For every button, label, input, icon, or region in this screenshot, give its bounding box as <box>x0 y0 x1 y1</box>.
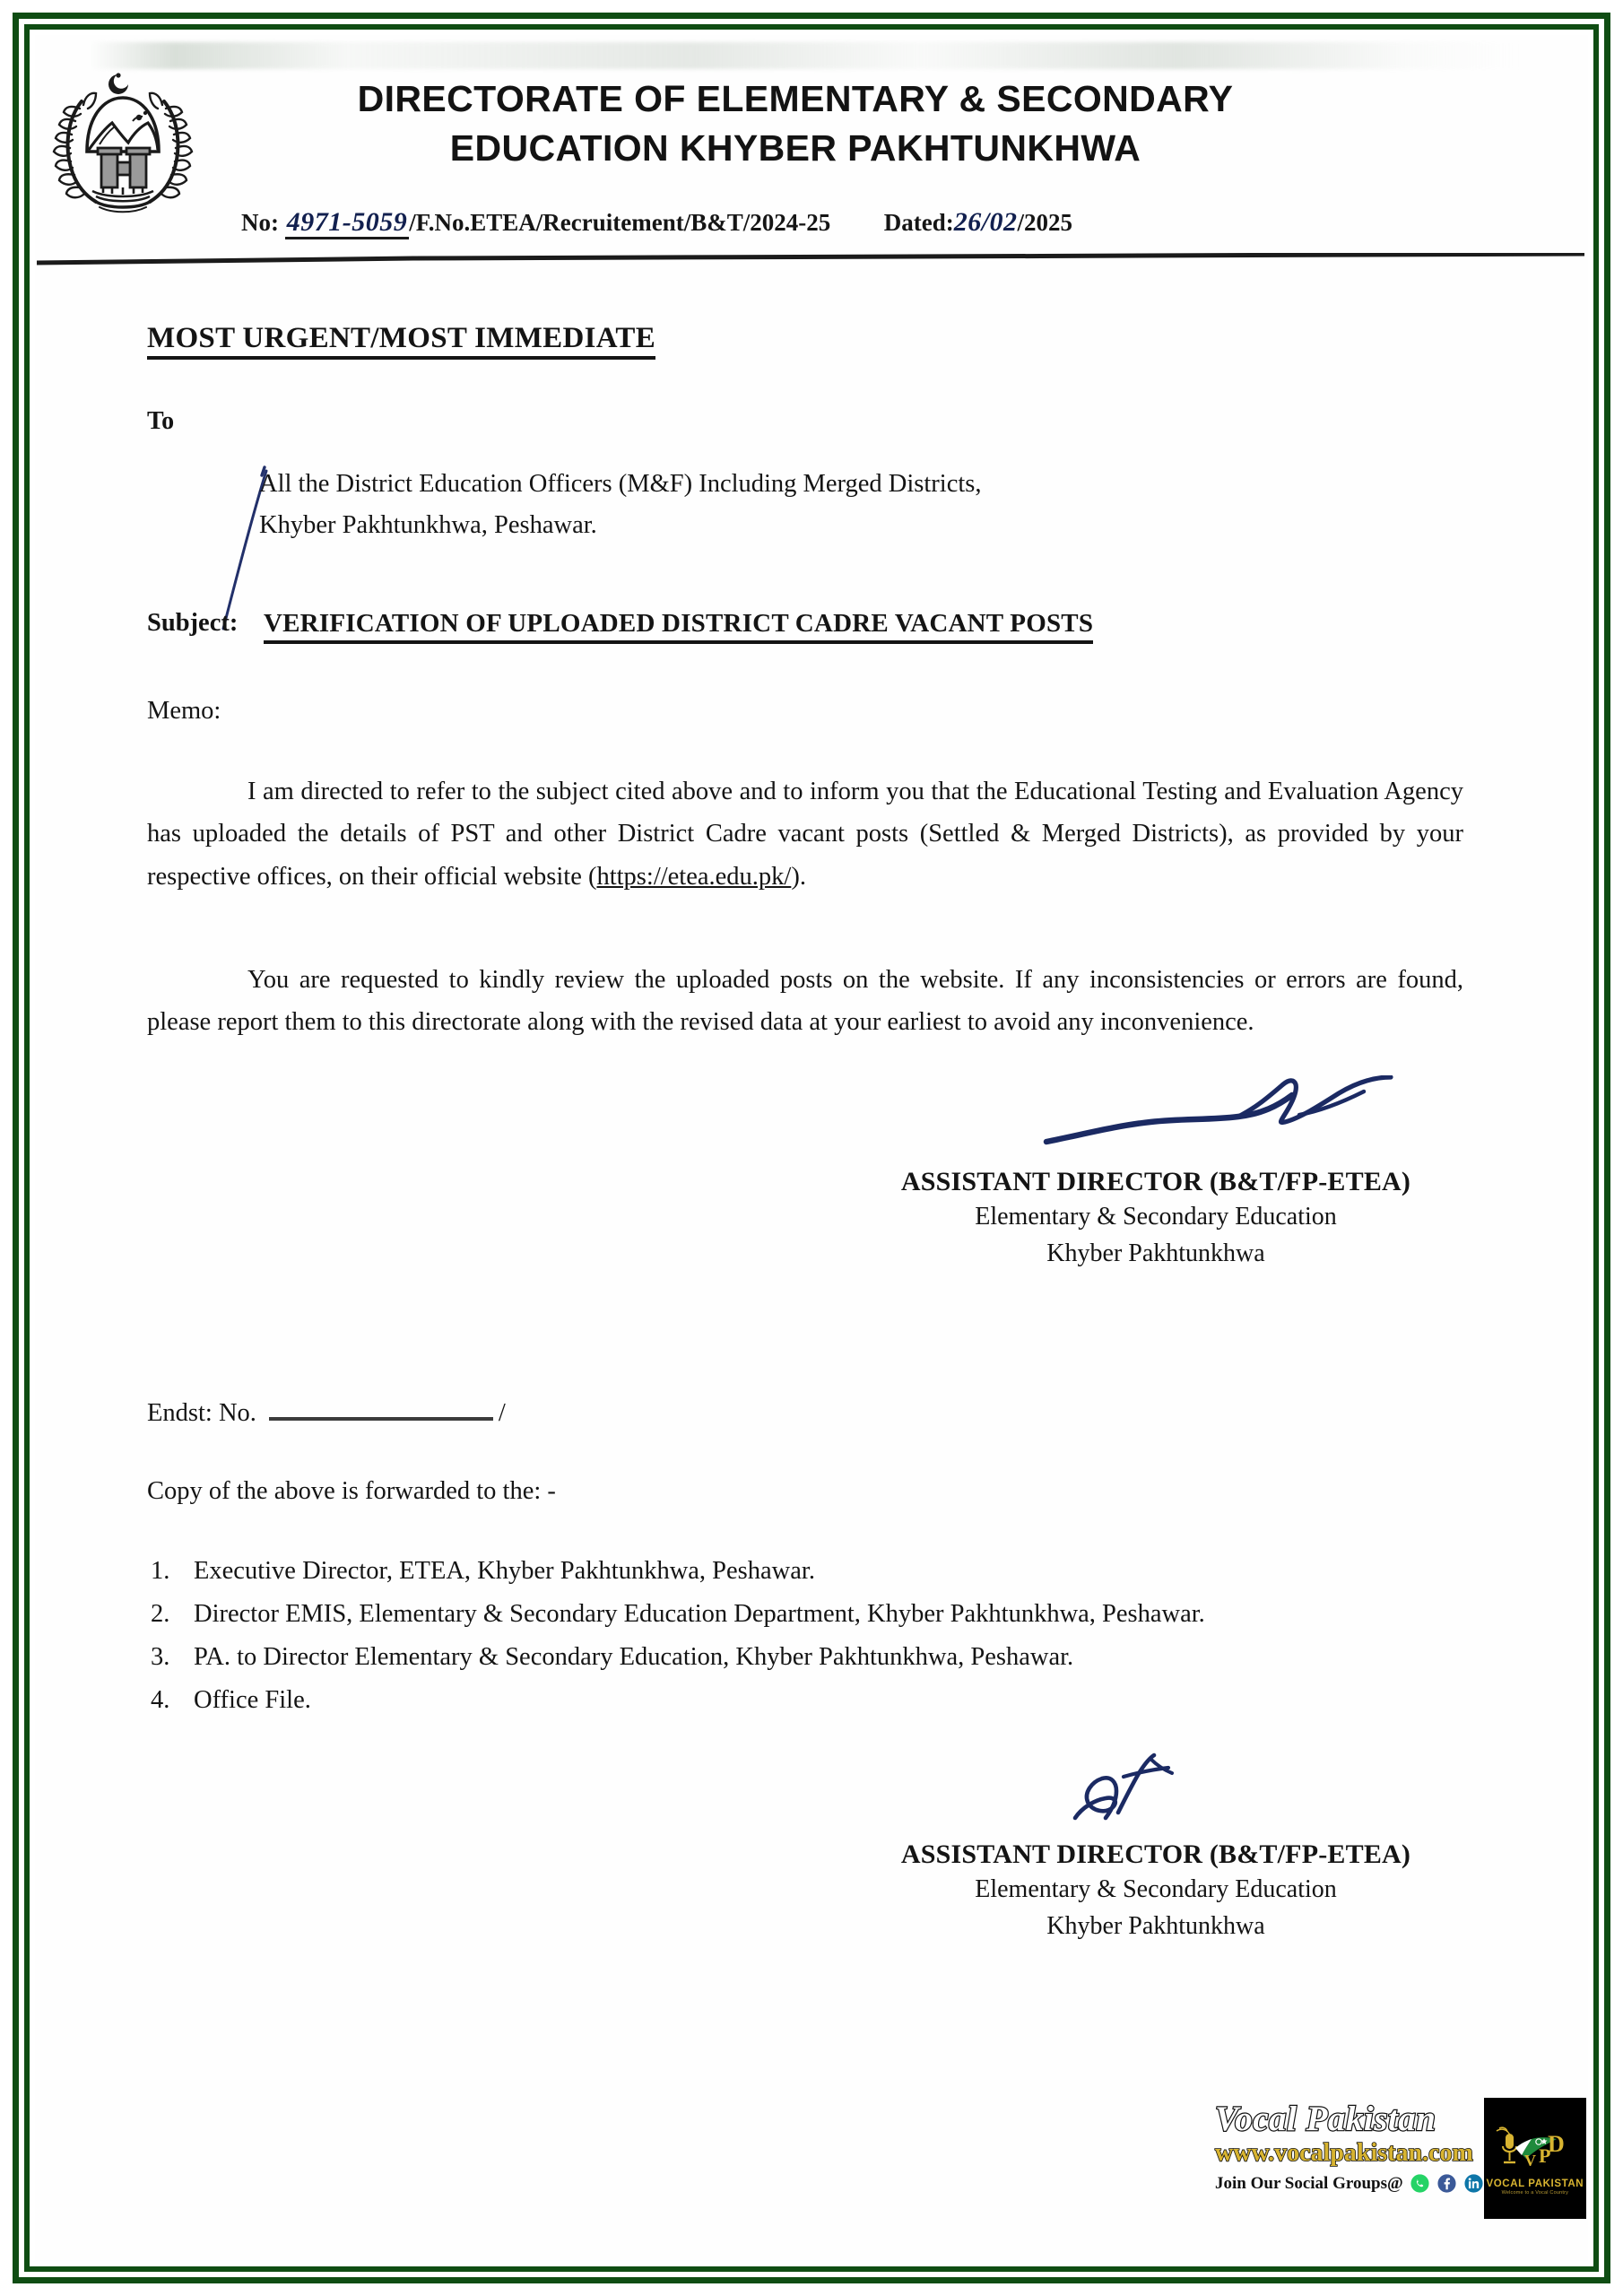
reference-dated-label: Dated: <box>883 209 954 236</box>
watermark-logo-caption: VOCAL PAKISTAN <box>1486 2179 1584 2189</box>
watermark-brand: Vocal Pakistan <box>1215 2100 1436 2138</box>
reference-file-ref: /F.No.ETEA/Recruitement/B&T/2024-25 <box>409 209 831 236</box>
addressee-line-1: All the District Education Officers (M&F) Including Merged Districts, <box>259 470 982 498</box>
signature-1-title: ASSISTANT DIRECTOR (B&T/FP-ETEA) <box>900 1167 1411 1196</box>
svg-text:P: P <box>1538 2144 1551 2167</box>
letterhead <box>35 35 1588 295</box>
list-item-number: 4. <box>151 1686 170 1715</box>
urgency-heading: MOST URGENT/MOST IMMEDIATE <box>147 322 655 360</box>
signature-1-line-3: Khyber Pakhtunkhwa <box>1046 1239 1265 1268</box>
signature-initial-icon <box>1064 1746 1199 1832</box>
endorsement-number-row <box>147 1394 506 1428</box>
reference-dated-handwritten: 26/02 <box>953 207 1018 237</box>
directorate-title-line-2: EDUCATION KHYBER PAKHTUNKHWA <box>449 126 1141 169</box>
paragraph-1-tail: ). <box>791 862 806 891</box>
vocal-pakistan-logo-icon <box>1492 2121 1578 2177</box>
copy-distribution-list <box>147 1551 1474 1724</box>
linkedin-icon[interactable] <box>1463 2173 1484 2194</box>
list-item <box>147 1594 1474 1635</box>
whatsapp-icon[interactable] <box>1410 2173 1430 2194</box>
scanned-paper <box>35 35 1588 2261</box>
watermark-social-label: Join Our Social Groups@ <box>1215 2173 1403 2193</box>
letterhead-divider <box>37 253 1584 265</box>
paragraph-1 <box>147 770 1463 898</box>
signature-block-1 <box>734 1084 1577 1271</box>
site-watermark <box>1210 2098 1586 2219</box>
list-item-text: Director EMIS, Elementary & Secondary Education Department, Khyber Pakhtunkhwa, Peshawar. <box>194 1600 1205 1629</box>
list-item <box>147 1551 1474 1592</box>
government-emblem-icon <box>46 55 200 214</box>
addressee-line-2: Khyber Pakhtunkhwa, Peshawar. <box>259 511 597 540</box>
endst-slash: / <box>498 1399 506 1427</box>
reference-no-label: No: <box>241 209 279 236</box>
paragraph-1-text: I am directed to refer to the subject cited above and to inform you that the Educational Testing and Evaluation Agency has uploaded the details of PST and other District Cadre vacant posts (Settled & Merged Districts), as provided by your respective offices, on their official website ( <box>147 778 1463 891</box>
endst-blank-field[interactable] <box>269 1394 493 1421</box>
list-item-text: PA. to Director Elementary & Secondary Education, Khyber Pakhtunkhwa, Peshawar. <box>194 1643 1074 1672</box>
svg-text:D: D <box>1547 2131 1565 2157</box>
endst-label: Endst: No. <box>147 1399 256 1427</box>
list-item-number: 3. <box>151 1643 170 1672</box>
signature-mark-icon <box>1030 1075 1407 1156</box>
letterhead-titles <box>248 74 1342 172</box>
memo-label: Memo: <box>147 697 221 725</box>
list-item-text: Executive Director, ETEA, Khyber Pakhtunkhwa, Peshawar. <box>194 1557 815 1585</box>
subject-label: Subject: <box>147 609 239 637</box>
list-item-number: 1. <box>151 1557 170 1585</box>
signature-block-2 <box>734 1757 1577 1944</box>
paragraph-2: You are requested to kindly review the uploaded posts on the website. If any inconsistencies or errors are found, please report them to this directorate along with the revised data at your earliest to avoid any inconvenience. <box>147 966 1463 1037</box>
forwarded-to-line: Copy of the above is forwarded to the: - <box>147 1477 556 1505</box>
directorate-title-line-1: DIRECTORATE OF ELEMENTARY & SECONDARY <box>357 78 1234 119</box>
watermark-logo-box <box>1484 2098 1586 2219</box>
subject-text: VERIFICATION OF UPLOADED DISTRICT CADRE VACANT POSTS <box>264 609 1093 644</box>
watermark-logo-subcaption: Welcome to a Vocal Country <box>1501 2190 1569 2196</box>
signature-2-line-2: Elementary & Secondary Education <box>975 1875 1337 1903</box>
svg-text:V: V <box>1523 2152 1536 2170</box>
to-label: To <box>147 407 175 435</box>
list-item-number: 2. <box>151 1600 170 1629</box>
watermark-text-block <box>1210 2098 1484 2219</box>
reference-no-handwritten: 4971-5059 <box>285 207 410 239</box>
list-item <box>147 1637 1474 1678</box>
list-item-text: Office File. <box>194 1686 311 1715</box>
reference-dated-year: /2025 <box>1017 209 1073 236</box>
addressee-block <box>259 464 1335 546</box>
signature-2-line-3: Khyber Pakhtunkhwa <box>1046 1912 1265 1941</box>
facebook-icon[interactable] <box>1436 2173 1457 2194</box>
watermark-url[interactable]: www.vocalpakistan.com <box>1215 2139 1473 2167</box>
watermark-social-row <box>1215 2173 1484 2194</box>
signature-1-line-2: Elementary & Secondary Education <box>975 1203 1337 1231</box>
reference-line <box>241 207 1353 238</box>
signature-2-title: ASSISTANT DIRECTOR (B&T/FP-ETEA) <box>900 1839 1411 1869</box>
list-item <box>147 1680 1474 1721</box>
etea-website-link[interactable]: https://etea.edu.pk/ <box>596 862 792 891</box>
